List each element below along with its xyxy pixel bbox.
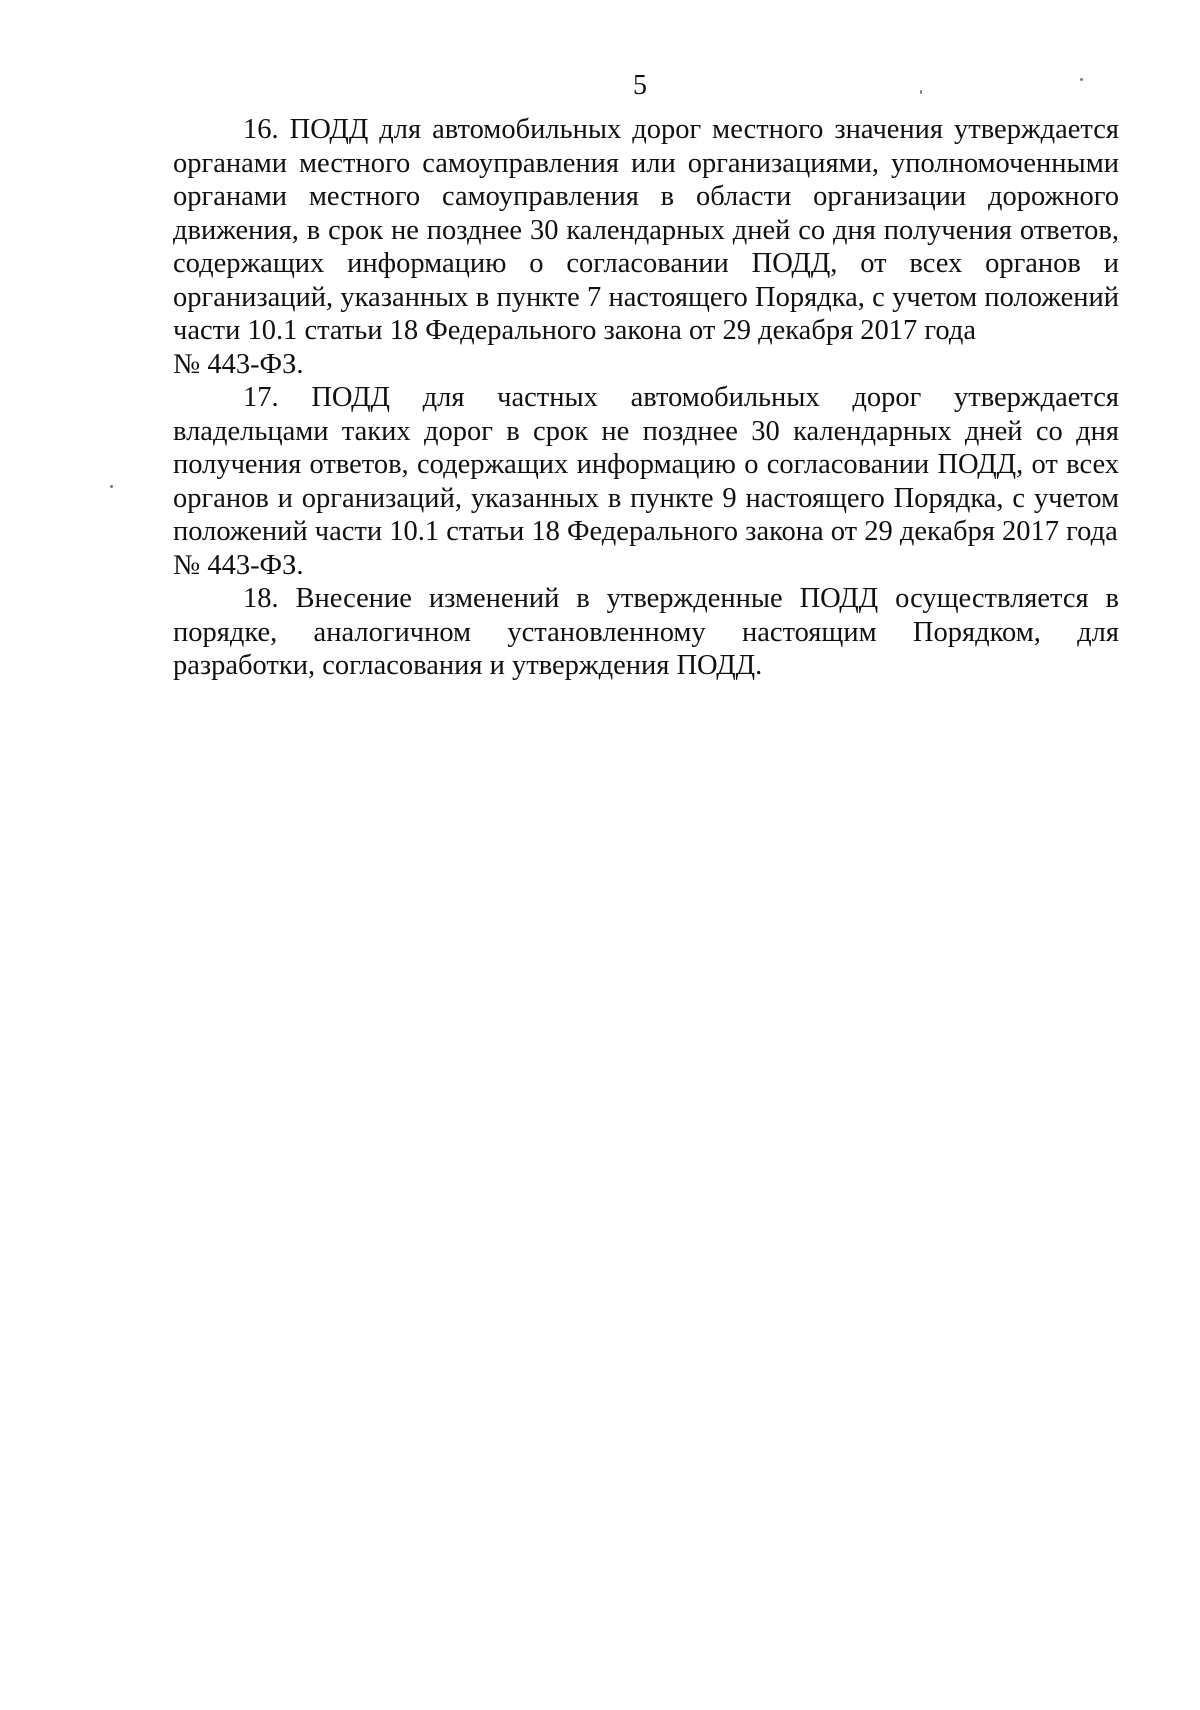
paragraph-18 [173,582,1119,683]
scan-speck [110,485,113,488]
paragraph-16-law-number: № 443-ФЗ. [173,348,304,380]
document-body [173,113,1119,683]
scan-speck [1080,78,1083,81]
paragraph-16-text: 16. ПОДД для автомобильных дорог местного значения утверждается органами местного самоуправления или организациями, уполномоченными органами местного самоуправления в области организации дорожного движения, в срок не позднее 30 календарных дней со дня получения ответов, содержащих информацию о согласовании ПОДД, от всех органов и организаций, указанных в пункте 7 настоящего Порядка, с учетом положений части 10.1 статьи 18 Федерального закона от 29 декабря 2017 года [173,114,1119,346]
page-number: 5 [633,70,647,101]
scan-speck [920,90,922,94]
paragraph-17-law-number: № 443-ФЗ. [173,549,304,581]
paragraph-16 [173,113,1119,381]
paragraph-18-text: 18. Внесение изменений в утвержденные ПОДД осуществляется в порядке, аналогичном установленному настоящим Порядком, для разработки, согласования и утверждения ПОДД. [173,583,1119,681]
paragraph-17-text: 17. ПОДД для частных автомобильных дорог утверждается владельцами таких дорог в срок не позднее 30 календарных дней со дня получения ответов, содержащих информацию о согласовании ПОДД, от всех органов и организаций, указанных в пункте 9 настоящего Порядка, с учетом положений части 10.1 статьи 18 Федерального закона от 29 декабря 2017 года [173,382,1119,547]
paragraph-17 [173,381,1119,582]
